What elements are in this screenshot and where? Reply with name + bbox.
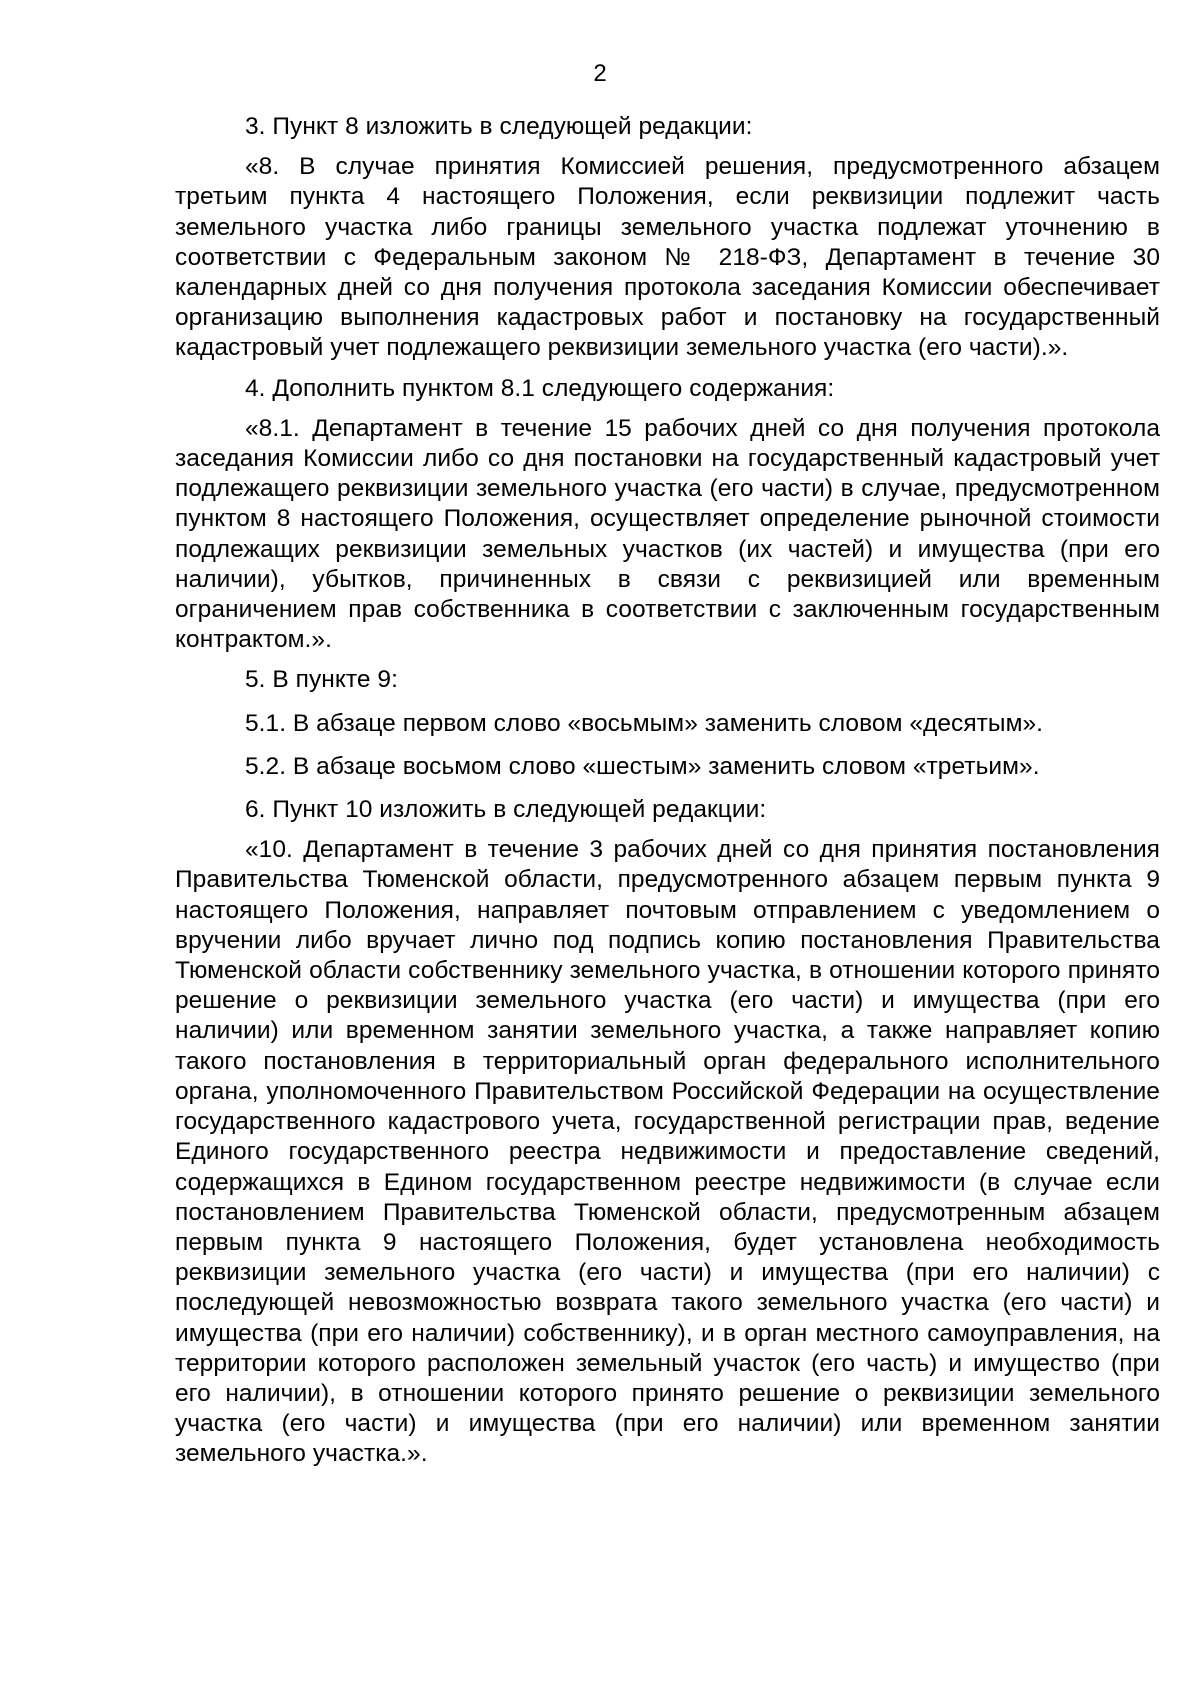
page-number: 2: [593, 60, 607, 87]
paragraph-item-5-2: 5.2. В абзаце восьмом слово «шестым» заменить словом «третьим».: [245, 752, 1040, 780]
paragraph-item-4-heading: 4. Дополнить пунктом 8.1 следующего содержания:: [245, 374, 835, 402]
paragraph-item-6-heading: 6. Пункт 10 изложить в следующей редакции:: [245, 796, 767, 824]
paragraph-item-3-heading: 3. Пункт 8 изложить в следующей редакции:: [245, 113, 753, 140]
paragraph-item-5-heading: 5. В пункте 9:: [245, 666, 398, 694]
paragraph-item-8-1-text: «8.1. Департамент в течение 15 рабочих дней со дня получения протокола заседания Комиссии либо со дня постановки на государственный кадастровый учет подлежащего реквизиции земельного участка (его части) в случае, предусмотренном пунктом 8 настоящего Положения, осуществляет определение рыночной стоимости подлежащих реквизиции земельных участков (их частей) и имущества (при его наличии), убытков, причиненных в связи с реквизицией или временным ограничением прав собственника в соответствии с заключенным государственным контрактом.».: [175, 414, 1160, 654]
paragraph-item-5-1: 5.1. В абзаце первом слово «восьмым» заменить словом «десятым».: [245, 709, 1043, 737]
paragraph-item-10-text: «10. Департамент в течение 3 рабочих дней со дня принятия постановления Правительства Тюменской области, предусмотренного абзацем первым пункта 9 настоящего Положения, направляет почтовым отправлением с уведомлением о вручении либо вручает лично под подпись копию постановления Правительства Тюменской области собственнику земельного участка, в отношении которого принято решение о реквизиции земельного участка (его части) и имущества (при его наличии) или временном занятии земельного участка, а также направляет копию такого постановления в территориальный орган федерального исполнительного органа, уполномоченного Правительством Российской Федерации на осуществление государственного кадастрового учета, государственной регистрации прав, ведение Единого государственного реестра недвижимости и предоставление сведений, содержащихся в Едином государственном реестре недвижимости (в случае если постановлением Правительства Тюменской области, предусмотренным абзацем первым пункта 9 настоящего Положения, будет установлена необходимость реквизиции земельного участка (его части) и имущества (при его наличии) с последующей невозможностью возврата такого земельного участка (его части) и имущества (при его наличии) собственнику), и в орган местного самоуправления, на территории которого расположен земельный участок (его часть) и имущество (при его наличии), в отношении которого принято решение о реквизиции земельного участка (его части) и имущества (при его наличии) или временном занятии земельного участка.».: [175, 836, 1160, 1468]
document-body: [175, 112, 1160, 1470]
paragraph-item-8-text: «8. В случае принятия Комиссией решения, предусмотренного абзацем третьим пункта 4 настоящего Положения, если реквизиции подлежит часть земельного участка либо границы земельного участка подлежат уточнению в соответствии с Федеральным законом № 218-ФЗ, Департамент в течение 30 календарных дней со дня получения протокола заседания Комиссии обеспечивает организацию выполнения кадастровых работ и постановку на государственный кадастровый учет подлежащего реквизиции земельного участка (его части).».: [175, 153, 1160, 362]
